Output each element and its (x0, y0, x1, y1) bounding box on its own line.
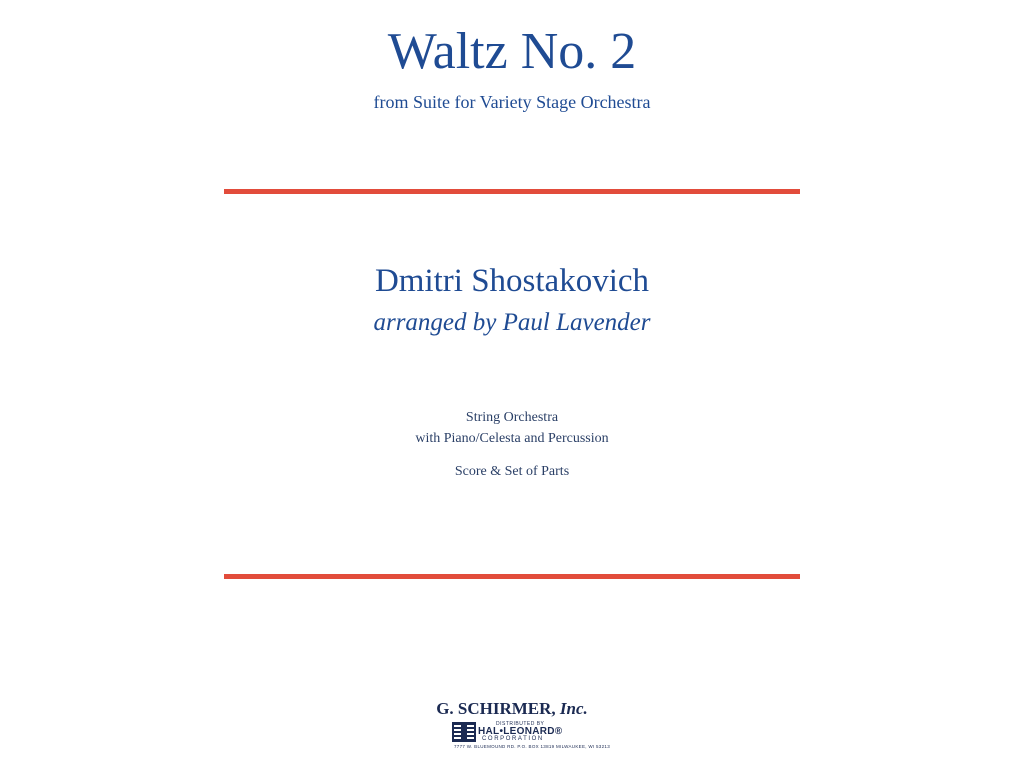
publisher-suffix: Inc. (559, 699, 588, 718)
distributor-block (452, 721, 612, 751)
distributor-name: HAL•LEONARD® (478, 726, 563, 737)
hal-leonard-logo-icon (452, 722, 476, 742)
instrumentation-line: with Piano/Celesta and Percussion (415, 431, 609, 446)
distributor-address: 7777 W. BLUEMOUND RD. P.O. BOX 13819 MILWAUKEE, WI 53213 (453, 744, 611, 749)
distributor-corporation: CORPORATION (482, 736, 544, 742)
distributed-by-label: DISTRIBUTED BY (496, 721, 545, 727)
edition-type: Score & Set of Parts (454, 464, 570, 479)
page-title: Waltz No. 2 (387, 23, 637, 80)
page-subtitle: from Suite for Variety Stage Orchestra (373, 92, 651, 112)
instrumentation-line: String Orchestra (465, 410, 559, 425)
composer-name: Dmitri Shostakovich (374, 263, 650, 299)
publisher-name (0, 698, 1024, 720)
arranger-credit: arranged by Paul Lavender (373, 309, 651, 336)
bottom-divider (224, 574, 800, 579)
top-divider (224, 189, 800, 194)
publisher-name-text: G. SCHIRMER, (436, 699, 560, 718)
